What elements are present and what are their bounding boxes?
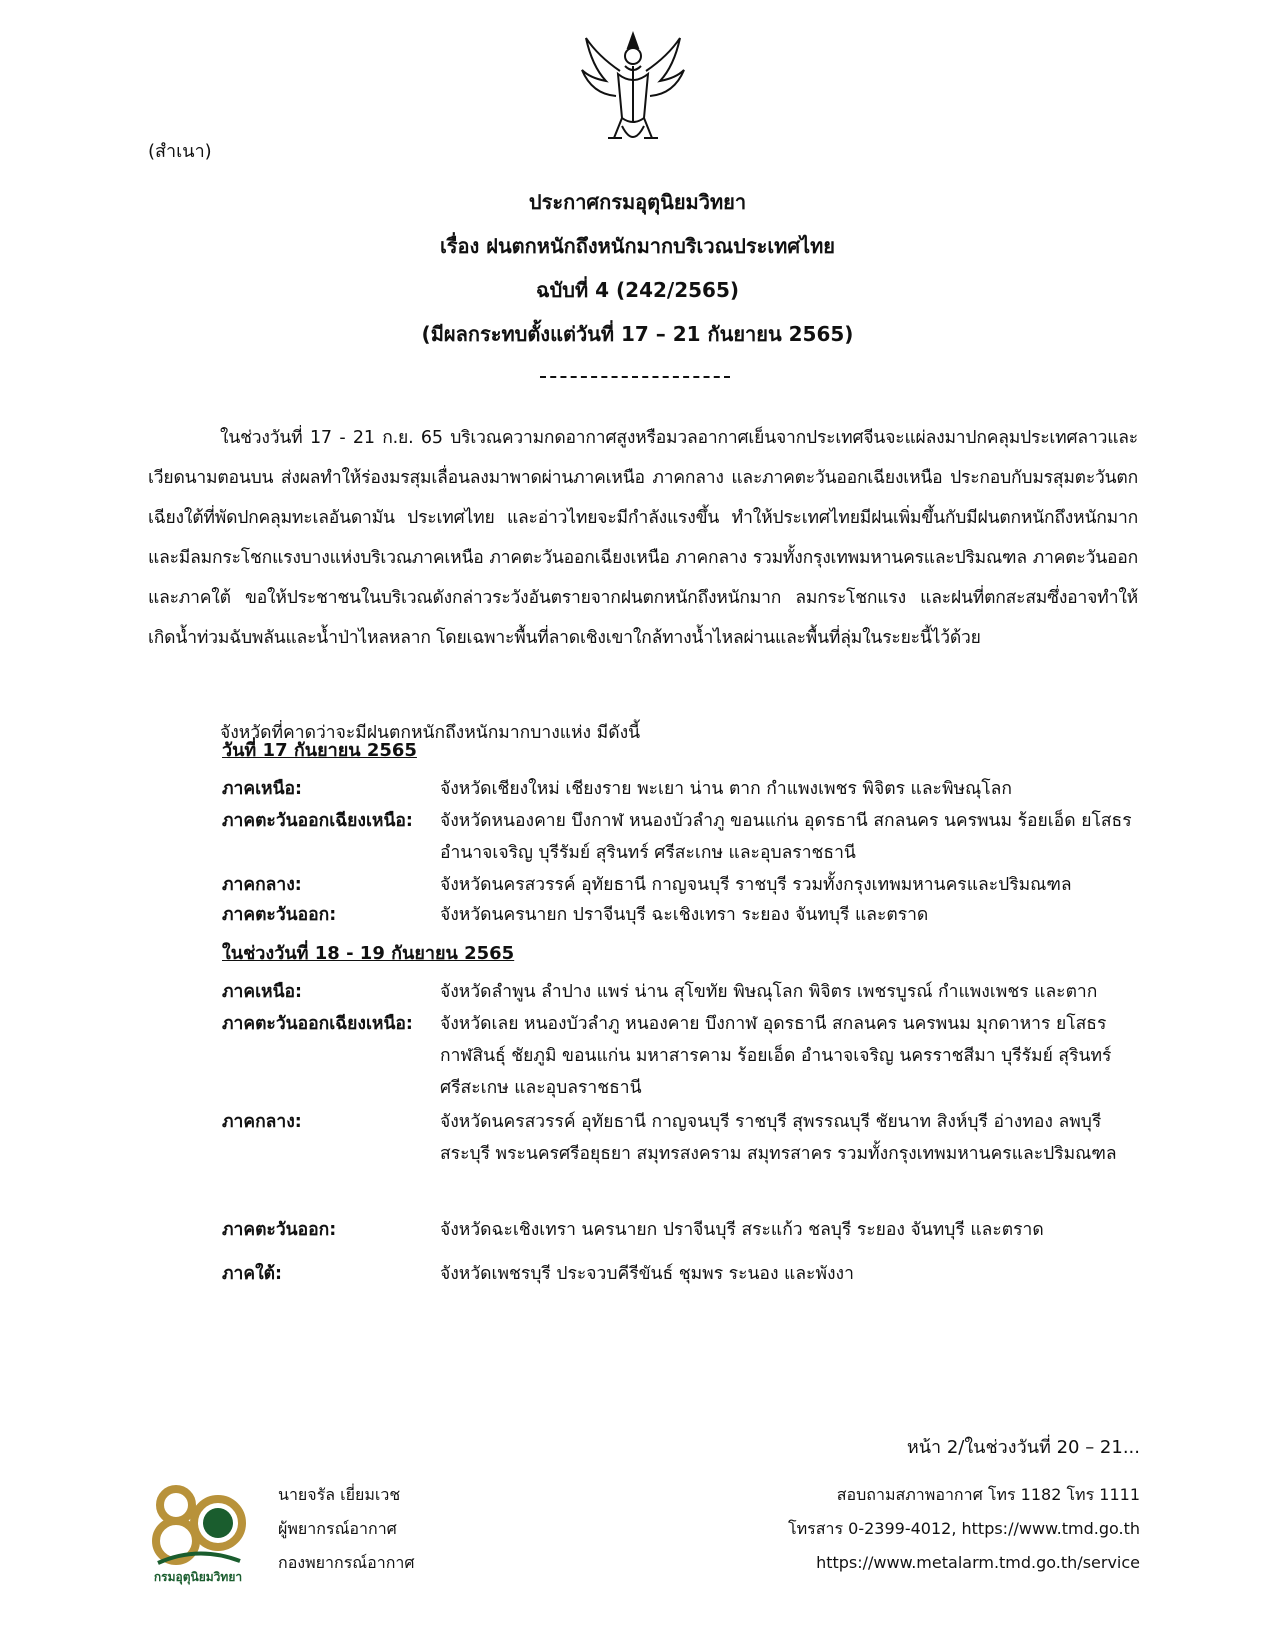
logo-caption: กรมอุตุนิยมวิทยา: [153, 1570, 243, 1584]
announcement-effective-dates: (มีผลกระทบตั้งแต่วันที่ 17 – 21 กันยายน 2565): [421, 322, 854, 346]
region-provinces: จังหวัดหนองคาย บึงกาฬ หนองบัวลำภู ขอนแก่น อุดรธานี สกลนคร นครพนม ร้อยเอ็ด ยโสธร อำนาจเจริญ บุรีรัมย์ สุรินทร์ ศรีสะเกษ และอุบลราชธานี: [440, 811, 1132, 863]
region-label: ภาคกลาง:: [222, 1112, 302, 1132]
region-label: ภาคเหนือ:: [222, 982, 303, 1002]
announcement-issue: ฉบับที่ 4 (242/2565): [535, 278, 740, 302]
body-paragraph: [148, 418, 1138, 658]
region-provinces: จังหวัดนครสวรรค์ อุทัยธานี กาญจนบุรี ราชบุรี สุพรรณบุรี ชัยนาท สิงห์บุรี อ่างทอง ลพบุรี สระบุรี พระนครศรีอยุธยา สมุทรสงคราม สมุทรสาคร รวมทั้งกรุงเทพมหานครและปริมณฑล: [440, 1112, 1117, 1164]
region-label: ภาคใต้:: [222, 1264, 282, 1284]
contact-fax-web[interactable]: โทรสาร 0-2399-4012, https://www.tmd.go.th: [788, 1519, 1140, 1538]
region-label: ภาคตะวันออก:: [222, 1220, 337, 1240]
region-label: ภาคตะวันออกเฉียงเหนือ:: [222, 1014, 413, 1034]
garuda-emblem-icon: [578, 26, 688, 151]
signature-block: [278, 1478, 415, 1580]
announcement-subject: เรื่อง ฝนตกหนักถึงหนักมากบริเวณประเทศไทย: [439, 234, 836, 258]
announcement-header: [0, 180, 1275, 356]
next-page-note: หน้า 2/ในช่วงวันที่ 20 – 21...: [906, 1437, 1140, 1458]
region-provinces: จังหวัดฉะเชิงเทรา นครนายก ปราจีนบุรี สระแก้ว ชลบุรี ระยอง จันทบุรี และตราด: [440, 1220, 1044, 1240]
region-provinces: จังหวัดลำพูน ลำปาง แพร่ น่าน สุโขทัย พิษณุโลก พิจิตร เพชรบูรณ์ กำแพงเพชร และตาก: [440, 982, 1098, 1002]
region-label: ภาคตะวันออก:: [222, 905, 337, 925]
announcement-title: ประกาศกรมอุตุนิยมวิทยา: [528, 190, 747, 214]
forecast-date-heading: วันที่ 17 กันยายน 2565: [222, 740, 417, 761]
body-paragraph-text: ในช่วงวันที่ 17 - 21 ก.ย. 65 บริเวณความกดอากาศสูงหรือมวลอากาศเย็นจากประเทศจีนจะแผ่ลงมาปกคลุมประเทศลาวและเวียดนามตอนบน ส่งผลทำให้ร่องมรสุมเลื่อนลงมาพาดผ่านภาคเหนือ ภาคกลาง และภาคตะวันออกเฉียงเหนือ ประกอบกับมรสุมตะวันตกเฉียงใต้ที่พัดปกคลุมทะเลอันดามัน ประเทศไทย และอ่าวไทยจะมีกำลังแรงขึ้น ทำให้ประเทศไทยมีฝนเพิ่มขึ้นกับมีฝนตกหนักถึงหนักมาก และมีลมกระโชกแรงบางแห่งบริเวณภาคเหนือ ภาคตะวันออกเฉียงเหนือ ภาคกลาง รวมทั้งกรุงเทพมหานครและปริมณฑล ภาคตะวันออก และภาคใต้ ขอให้ประชาชนในบริเวณดังกล่าวระวังอันตรายจากฝนตกหนักถึงหนักมาก ลมกระโชกแรง และฝนที่ตกสะสมซึ่งอาจทำให้เกิดน้ำท่วมฉับพลันและน้ำป่าไหลหลาก โดยเฉพาะพื้นที่ลาดเชิงเขาใกล้ทางน้ำไหลผ่านและพื้นที่ลุ่มในระยะนี้ไว้ด้วย: [148, 428, 1138, 648]
forecast-date-heading: ในช่วงวันที่ 18 - 19 กันยายน 2565: [222, 943, 515, 964]
region-label: ภาคกลาง:: [222, 875, 302, 895]
tmd-80th-anniversary-logo-icon: [148, 1475, 248, 1575]
region-provinces: จังหวัดเชียงใหม่ เชียงราย พะเยา น่าน ตาก กำแพงเพชร พิจิตร และพิษณุโลก: [440, 779, 1012, 799]
signatory-position: ผู้พยากรณ์อากาศ: [278, 1519, 397, 1538]
region-provinces: จังหวัดเลย หนองบัวลำภู หนองคาย บึงกาฬ อุดรธานี สกลนคร นครพนม มุกดาหาร ยโสธร กาฬสินธุ์ ชัยภูมิ ขอนแก่น มหาสารคาม ร้อยเอ็ด อำนาจเจริญ นครราชสีมา บุรีรัมย์ สุรินทร์ ศรีสะเกษ และอุบลราชธานี: [440, 1014, 1112, 1098]
contact-service-link[interactable]: https://www.metalarm.tmd.go.th/service: [816, 1553, 1140, 1572]
title-divider: [540, 376, 730, 378]
signatory-name: นายจรัล เยี่ยมเวช: [278, 1485, 401, 1504]
copy-label: (สำเนา): [148, 141, 212, 162]
region-label: ภาคตะวันออกเฉียงเหนือ:: [222, 811, 413, 831]
region-provinces: จังหวัดนครสวรรค์ อุทัยธานี กาญจนบุรี ราชบุรี รวมทั้งกรุงเทพมหานครและปริมณฑล: [440, 875, 1072, 895]
contact-block: [788, 1478, 1140, 1580]
forecast-intro: จังหวัดที่คาดว่าจะมีฝนตกหนักถึงหนักมากบางแห่ง มีดังนี้: [220, 723, 641, 743]
region-provinces: จังหวัดนครนายก ปราจีนบุรี ฉะเชิงเทรา ระยอง จันทบุรี และตราด: [440, 905, 929, 925]
contact-phone: สอบถามสภาพอากาศ โทร 1182 โทร 1111: [836, 1485, 1140, 1504]
signatory-division: กองพยากรณ์อากาศ: [278, 1553, 415, 1572]
region-provinces: จังหวัดเพชรบุรี ประจวบคีรีขันธ์ ชุมพร ระนอง และพังงา: [440, 1264, 854, 1284]
region-label: ภาคเหนือ:: [222, 779, 303, 799]
